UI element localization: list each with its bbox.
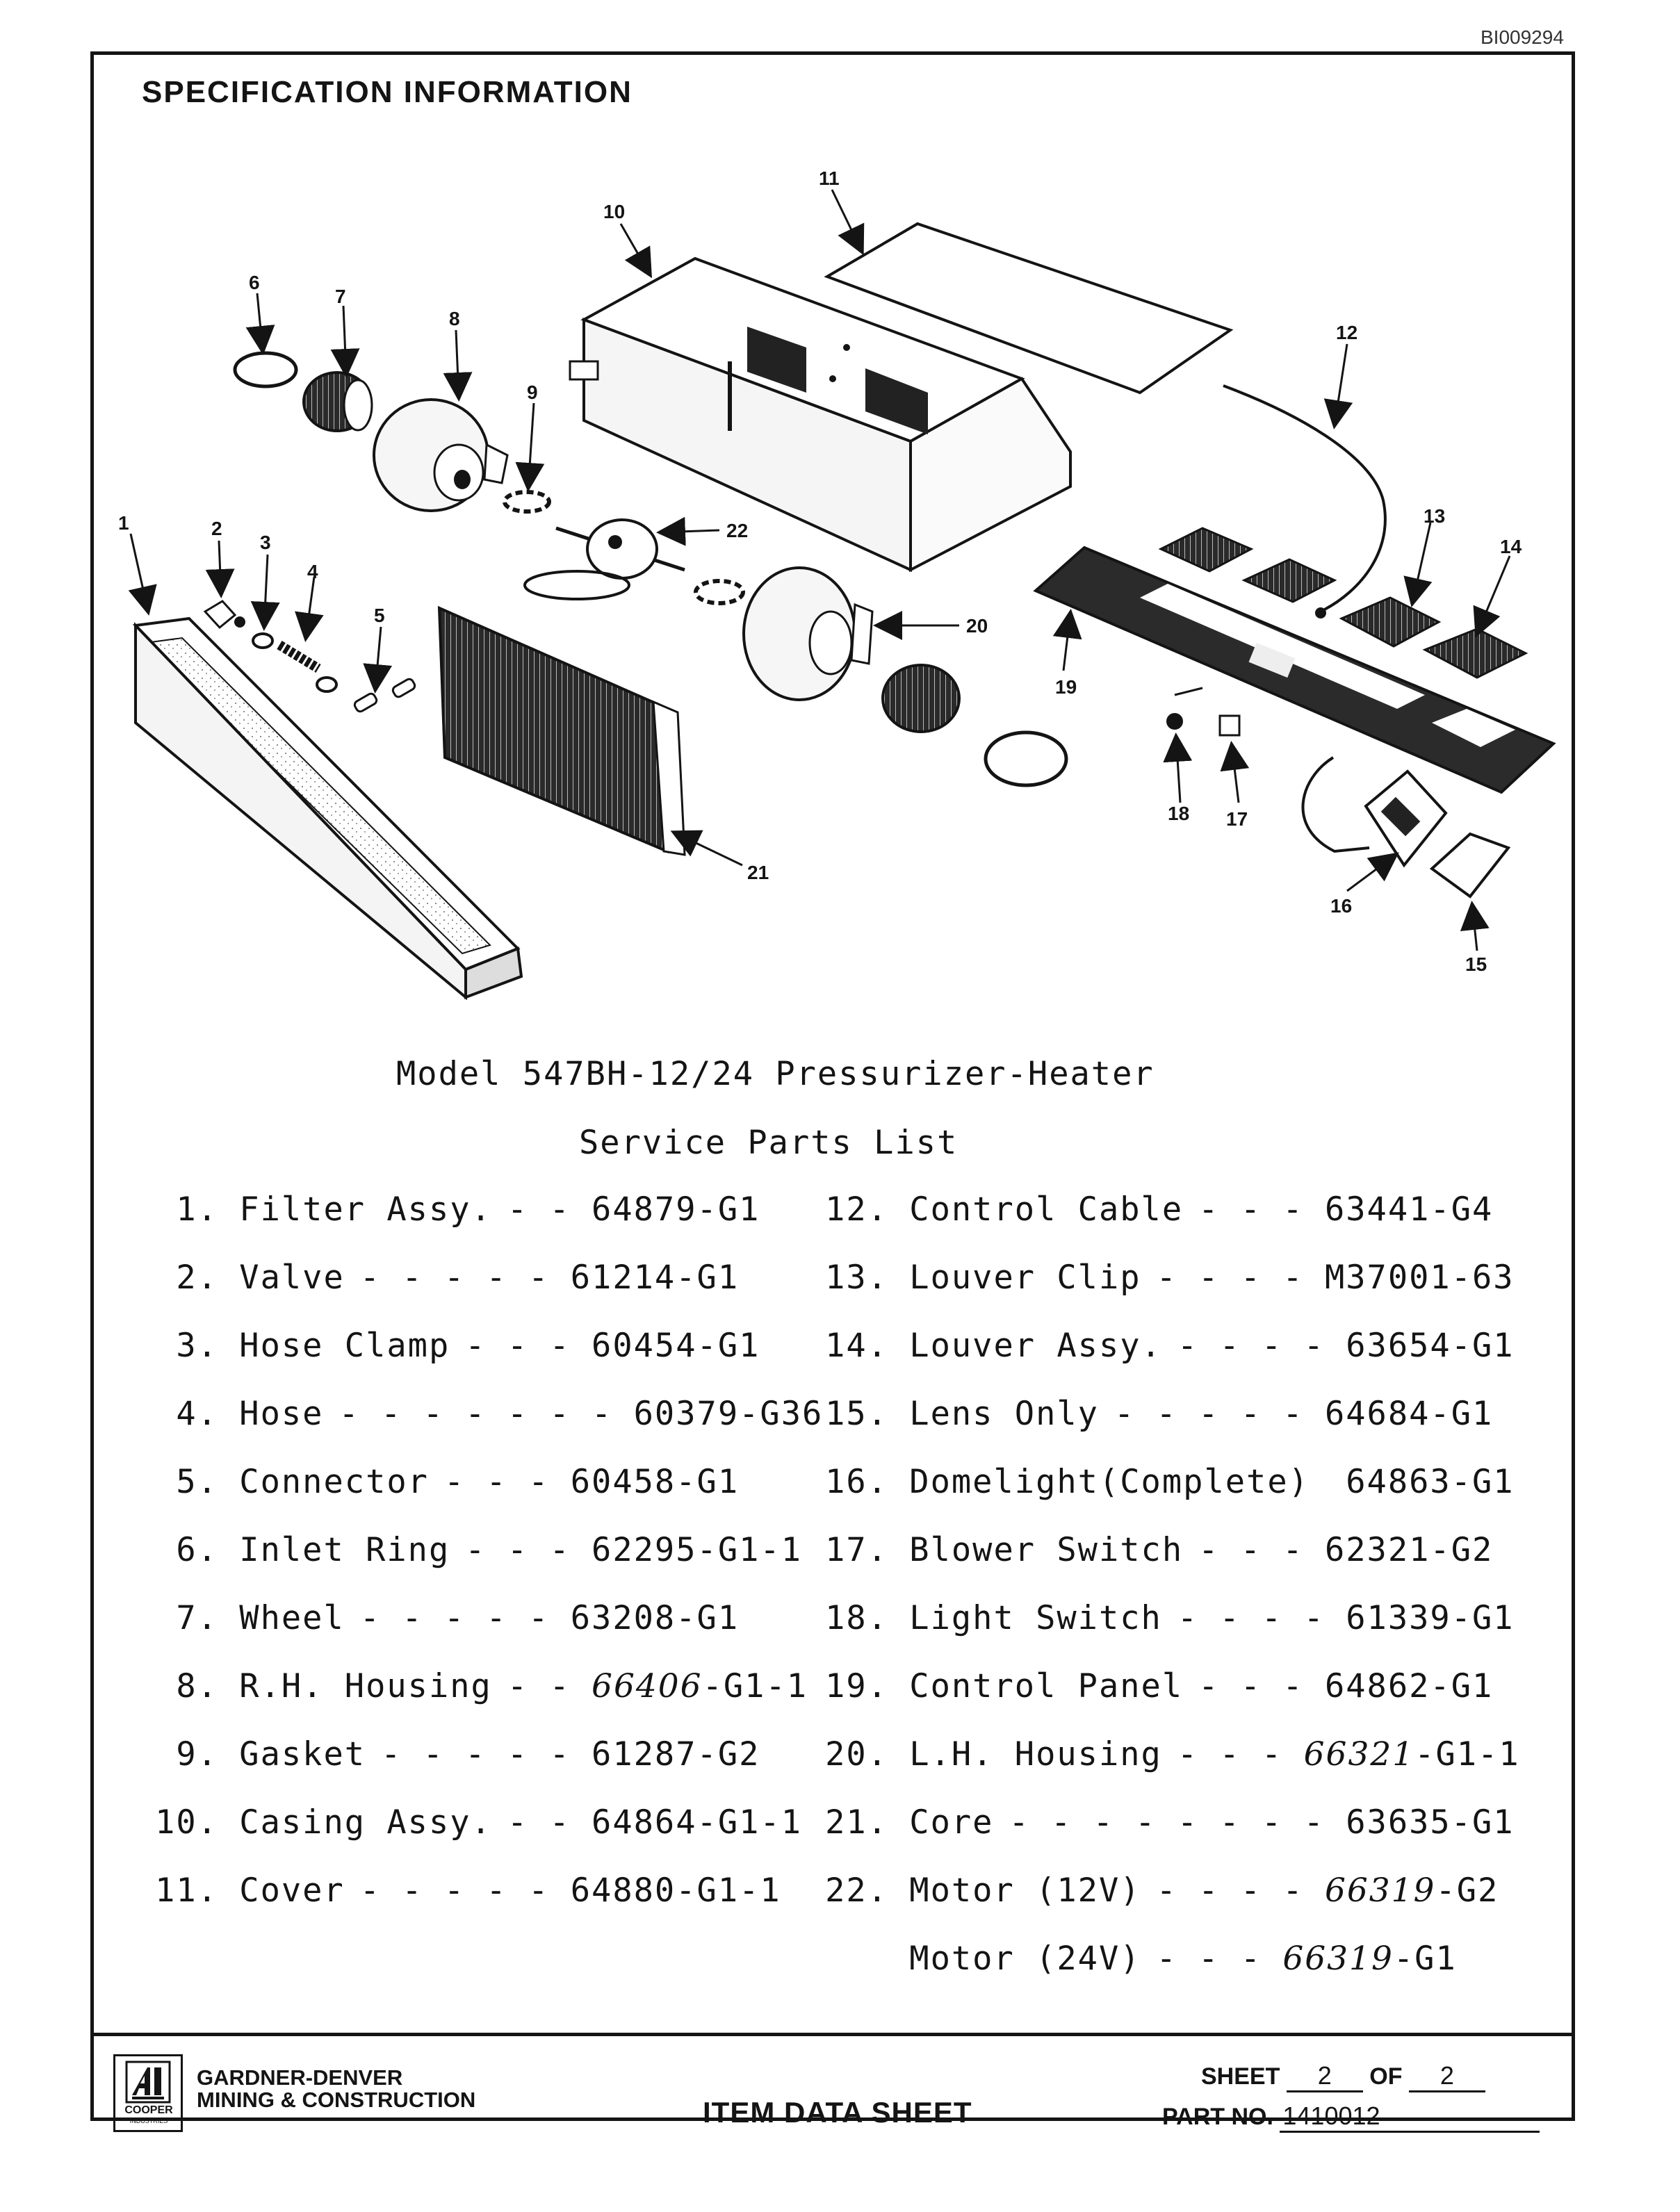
callout-3: 3 <box>260 532 271 553</box>
part-number-handwritten: 66319 <box>1324 1871 1436 1910</box>
callout-5: 5 <box>374 605 385 626</box>
company-name <box>197 2067 475 2111</box>
gasket-part <box>505 492 549 511</box>
sheet-number <box>1201 2061 1485 2092</box>
part-name: Light Switch <box>909 1599 1162 1637</box>
part-number-index: 15. <box>825 1395 888 1433</box>
part-number-handwritten: 66406 <box>592 1667 703 1705</box>
part-number-value: 61214-G1 <box>570 1259 740 1297</box>
parts-list-row <box>154 1598 823 1666</box>
part-number-index: 3. <box>176 1327 218 1365</box>
part-number-value: 60458-G1 <box>570 1463 740 1501</box>
callout-12: 12 <box>1336 322 1358 343</box>
logo-cooper-text: COOPER <box>124 2104 173 2116</box>
parts-list-row <box>824 1394 1520 1462</box>
parts-list-row <box>824 1598 1520 1666</box>
document-type: ITEM DATA SHEET <box>703 2096 972 2129</box>
part-leader-dashes: - - - <box>1198 1667 1304 1705</box>
part-name: Wheel <box>239 1599 345 1637</box>
parts-list-row <box>154 1462 823 1530</box>
part-number-value: 64879-G1 <box>592 1190 760 1229</box>
motor-part <box>525 520 743 603</box>
part-leader-dashes: - - - - <box>1156 1259 1304 1297</box>
exploded-parts-diagram <box>111 153 1557 1015</box>
part-number-index: 10. <box>155 1803 218 1842</box>
cooper-logo-mark-icon <box>125 2061 171 2104</box>
parts-list-row <box>154 1326 823 1394</box>
part-number-index: 13. <box>825 1259 888 1297</box>
callout-16: 16 <box>1330 895 1353 917</box>
parts-list-row <box>154 1666 823 1735</box>
callout-9: 9 <box>527 382 538 403</box>
parts-list-title: Service Parts List <box>579 1124 959 1162</box>
title-block <box>94 2033 1572 2130</box>
part-number-index: 12. <box>825 1190 888 1229</box>
part-leader-dashes: - - <box>507 1803 571 1842</box>
part-leader-dashes: - - - <box>465 1327 571 1365</box>
part-name: Casing Assy. <box>239 1803 492 1842</box>
parts-list-left-column <box>154 1190 823 1939</box>
parts-list-row <box>824 1871 1520 1939</box>
part-leader-dashes: - - - <box>1198 1190 1304 1229</box>
part-name: Blower Switch <box>909 1531 1184 1569</box>
part-leader-dashes: - - - <box>1198 1531 1304 1569</box>
parts-list-row <box>824 1190 1520 1258</box>
callout-13: 13 <box>1424 505 1446 527</box>
part-number-value: 60454-G1 <box>592 1327 760 1365</box>
part-leader-dashes: - - <box>507 1667 571 1705</box>
part-name: Hose Clamp <box>239 1327 450 1365</box>
callout-20: 20 <box>966 615 988 637</box>
parts-list-row <box>154 1258 823 1326</box>
part-name: Cover <box>239 1871 345 1910</box>
part-leader-dashes: - - - - - - - - <box>1009 1803 1325 1842</box>
part-number-value: 61339-G1 <box>1346 1599 1515 1637</box>
part-name: Connector <box>239 1463 429 1501</box>
part-number-index: 14. <box>825 1327 888 1365</box>
sheet-label: SHEET <box>1201 2063 1280 2090</box>
part-leader-dashes: - - - - - <box>359 1871 550 1910</box>
parts-list-row <box>154 1530 823 1598</box>
parts-list-row <box>154 1190 823 1258</box>
part-leader-dashes: - - <box>507 1190 571 1229</box>
wheel-part <box>304 372 372 431</box>
part-number-handwritten: 66319 <box>1282 1940 1394 1978</box>
parts-list-row <box>824 1530 1520 1598</box>
inlet-ring-part <box>235 353 296 386</box>
parts-list-right-column <box>824 1190 1520 2007</box>
parts-list-row <box>824 1326 1520 1394</box>
part-leader-dashes: - - - <box>1156 1940 1262 1978</box>
heater-core-part <box>439 608 685 855</box>
callout-10: 10 <box>603 201 626 222</box>
part-number-index: 5. <box>176 1463 218 1501</box>
part-number-index: 16. <box>825 1463 888 1501</box>
part-leader-dashes: - - - - - - - <box>339 1395 613 1433</box>
part-number-value: 63635-G1 <box>1346 1803 1515 1842</box>
document-id: BI009294 <box>1481 26 1564 48</box>
parts-list-row <box>824 1735 1520 1803</box>
sheet-value: 2 <box>1287 2061 1363 2092</box>
part-leader-dashes: - - - <box>465 1531 571 1569</box>
part-leader-dashes: - - - - - <box>381 1735 571 1773</box>
part-number-index: 18. <box>825 1599 888 1637</box>
part-number-handwritten: 66321 <box>1303 1735 1415 1773</box>
callout-22: 22 <box>726 520 749 541</box>
parts-list-row <box>154 1803 823 1871</box>
page-title: SPECIFICATION INFORMATION <box>142 75 633 109</box>
part-name: Lens Only <box>909 1395 1099 1433</box>
logo-industries-text: INDUSTRIES <box>129 2117 168 2124</box>
part-number-value: 63441-G4 <box>1324 1190 1494 1229</box>
parts-list-row <box>824 1939 1520 2007</box>
part-no-value: 1410012 <box>1280 2102 1540 2133</box>
part-number-value: 63654-G1 <box>1346 1327 1515 1365</box>
part-leader-dashes: - - - - <box>1177 1327 1325 1365</box>
callout-19: 19 <box>1055 676 1077 698</box>
part-number-value: M37001-63 <box>1324 1259 1515 1297</box>
callout-11: 11 <box>819 167 840 189</box>
part-number-value: 64864-G1-1 <box>592 1803 803 1842</box>
parts-list-row <box>154 1871 823 1939</box>
part-number-index: 11. <box>155 1871 218 1910</box>
part-name: Louver Clip <box>909 1259 1141 1297</box>
callout-4: 4 <box>307 561 318 582</box>
callout-14: 14 <box>1500 536 1522 557</box>
parts-list-row <box>824 1803 1520 1871</box>
part-name: Motor (24V) <box>909 1940 1141 1978</box>
part-number-index: 1. <box>176 1190 218 1229</box>
part-name: Valve <box>239 1259 345 1297</box>
parts-list-row <box>824 1462 1520 1530</box>
callout-7: 7 <box>335 286 346 307</box>
callout-6: 6 <box>249 272 260 293</box>
part-number-value: 64862-G1 <box>1324 1667 1494 1705</box>
part-number-value: -G2 <box>1435 1871 1499 1910</box>
parts-list-row <box>154 1394 823 1462</box>
callout-18: 18 <box>1168 803 1190 824</box>
callout-17: 17 <box>1226 808 1248 830</box>
part-leader-dashes: - - - - - <box>359 1599 550 1637</box>
part-number-index: 4. <box>176 1395 218 1433</box>
part-number-index: 7. <box>176 1599 218 1637</box>
part-number-index: 21. <box>825 1803 888 1842</box>
part-number-value: 63208-G1 <box>570 1599 740 1637</box>
company-line-2: MINING & CONSTRUCTION <box>197 2088 476 2112</box>
part-number-value: -G1 <box>1393 1940 1457 1978</box>
parts-list-row <box>824 1666 1520 1735</box>
company-line-1: GARDNER-DENVER <box>197 2065 403 2090</box>
part-number-value: 64684-G1 <box>1324 1395 1494 1433</box>
cooper-logo <box>113 2054 183 2132</box>
part-number-index: 2. <box>176 1259 218 1297</box>
part-name: R.H. Housing <box>239 1667 492 1705</box>
rh-housing-part <box>374 400 507 511</box>
of-label: OF <box>1369 2063 1403 2090</box>
part-number-index: 8. <box>176 1667 218 1705</box>
sheet-total: 2 <box>1409 2061 1485 2092</box>
part-name: Louver Assy. <box>909 1327 1162 1365</box>
parts-list-row <box>154 1735 823 1803</box>
part-number-value: -G1-1 <box>702 1667 808 1705</box>
part-leader-dashes: - - - - <box>1156 1871 1304 1910</box>
part-number-value: 60379-G36 <box>633 1395 824 1433</box>
part-number-value: 62295-G1-1 <box>592 1531 803 1569</box>
callout-2: 2 <box>211 518 222 539</box>
part-name: Domelight(Complete) <box>909 1463 1310 1501</box>
part-number-index: 6. <box>176 1531 218 1569</box>
part-number-value: 62321-G2 <box>1324 1531 1494 1569</box>
part-number <box>1162 2102 1540 2133</box>
part-number-index: 20. <box>825 1735 888 1773</box>
lh-housing-part <box>744 568 1066 785</box>
callout-1: 1 <box>118 512 129 534</box>
part-number-index: 9. <box>176 1735 218 1773</box>
part-number-value: 64863-G1 <box>1346 1463 1515 1501</box>
part-name: Gasket <box>239 1735 366 1773</box>
callout-21: 21 <box>747 862 769 883</box>
part-no-label: PART NO. <box>1162 2104 1273 2130</box>
part-number-index: 22. <box>825 1871 888 1910</box>
part-number-index: 17. <box>825 1531 888 1569</box>
part-number-index: 19. <box>825 1667 888 1705</box>
part-leader-dashes: - - - - - <box>359 1259 550 1297</box>
part-name: Hose <box>239 1395 324 1433</box>
model-title: Model 547BH-12/24 Pressurizer-Heater <box>396 1055 1155 1093</box>
callout-8: 8 <box>449 308 460 329</box>
part-name: Filter Assy. <box>239 1190 492 1229</box>
part-leader-dashes: - - - - <box>1177 1599 1325 1637</box>
part-name: L.H. Housing <box>909 1735 1162 1773</box>
part-name: Control Cable <box>909 1190 1184 1229</box>
callout-15: 15 <box>1465 953 1487 975</box>
part-name: Inlet Ring <box>239 1531 450 1569</box>
part-name: Core <box>909 1803 994 1842</box>
part-name: Control Panel <box>909 1667 1184 1705</box>
part-leader-dashes: - - - <box>1177 1735 1283 1773</box>
part-leader-dashes: - - - <box>443 1463 550 1501</box>
part-number-value: 64880-G1-1 <box>570 1871 781 1910</box>
parts-list-row <box>824 1258 1520 1326</box>
part-number-value: -G1-1 <box>1414 1735 1520 1773</box>
part-name: Motor (12V) <box>909 1871 1141 1910</box>
part-leader-dashes: - - - - - <box>1114 1395 1304 1433</box>
part-number-value: 61287-G2 <box>592 1735 760 1773</box>
